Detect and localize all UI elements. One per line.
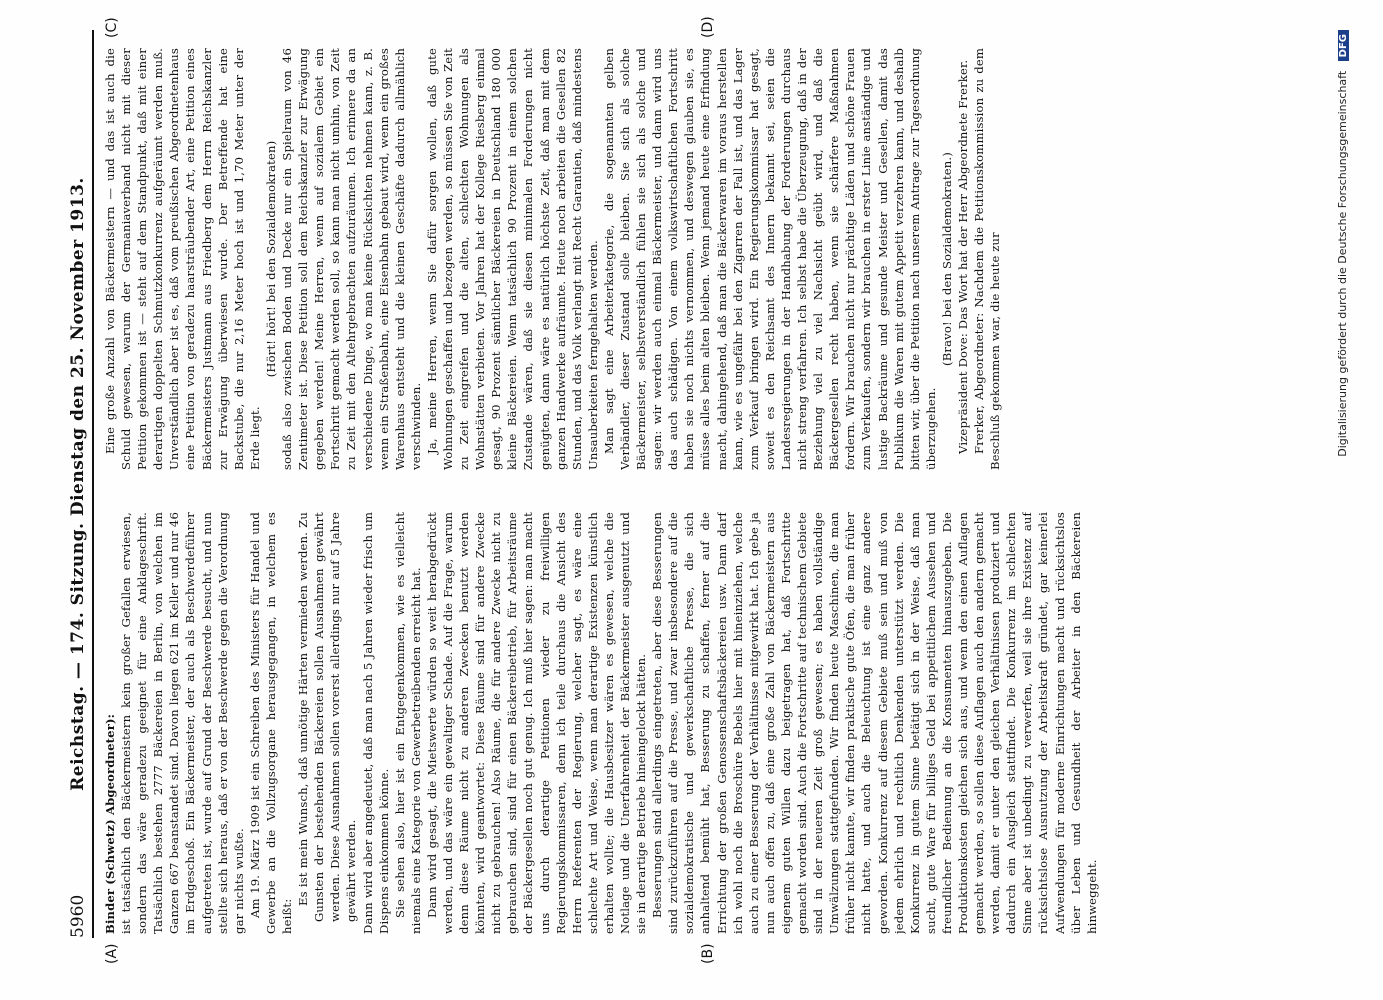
margin-marker-b: (B) xyxy=(700,943,716,964)
margin-marker-a: (A) xyxy=(104,943,120,964)
paragraph: ist tatsächlich den Bäckermeistern kein großer Gefallen erwiesen, sondern das wäre geradezu geeignet für eine Anklageschrift. Tatsächlich bestehen 2777 Bäckereien in Berlin, von welchen im Ganzen 667 beanstandet sind. Davon liegen 621 im Keller und nur 46 im Erdgeschoß. Ein Bäckermeister, der auch als Beschwerdeführer aufgetreten ist, wurde auf Grund der Beschwerde besucht, und nun stellte sich heraus, daß er von der Beschwerde gegen die Verordnung gar nichts wußte. xyxy=(119,512,246,934)
paragraph: Sie sehen also, hier ist ein Entgegenkommen, wie es vielleicht niemals eine Kategorie von Gewerbetreibenden erreicht hat. xyxy=(392,512,423,934)
left-column xyxy=(102,512,1302,934)
speaker-paragraph: Vizepräsident Dove: Das Wort hat der Herr Abgeordnete Frerker. xyxy=(955,59,970,454)
interjection: (Hört! hört! bei den Sozialdemokraten) xyxy=(263,140,278,378)
margin-marker-c: (C) xyxy=(104,17,120,38)
digitization-text: Digitalisierung gefördert durch die Deutsche Forschungsgemeinschaft xyxy=(1336,70,1349,457)
quoted-paragraph: Es ist mein Wunsch, daß unnötige Härten vermieden werden. Zu Gunsten der bestehenden Bäckereien sollen Ausnahmen gewährt werden. Diese Ausnahmen sollen vorerst allerdings nur auf 5 Jahre gewährt werden. xyxy=(296,512,359,922)
paragraph: sodaß also zwischen Boden und Decke nur ein Spielraum von 46 Zentimeter ist. Diese Petition soll dem Reichskanzler zur Erwägung gegeben werden! Meine Herren, wenn auf sozialem Gebiet ein Fortschritt gemacht werden soll, so kann man nicht umhin, von Zeit zu Zeit mit den Altehrgebrachten aufzuräumen. Ich erinnere da an verschiedene Dinge, wo man keine Rücksichten nehmen kann, z. B. wenn ein Straßenbahn, eine Eisenbahn gebaut wird, wenn ein großes Warenhaus entsteht und die kleinen Geschäfte dadurch allmählich verschwinden. xyxy=(280,48,423,470)
paragraph: Dann wird gesagt, die Mietswerte würden so weit herabgedrückt werden, und das wäre ein gewaltiger Schade. Auf die Frage, warum denn diese Räume nicht zu anderen Zwecken benutzt werden könnten, wird geantwortet: Diese Räume sind für andere Zwecke nicht zu gebrauchen! Also Räume, die für andere Zwecke nicht zu gebrauchen sind, sind für einen Bäckereibetrieb, für Arbeitsräume der Bäckergesellen noch gut genug. Ich muß hier sagen: man macht uns durch derartige Petitionen wieder zu freiwilligen Regierungskommissaren, denn ich teile durchaus die Ansicht des Herrn Referenten der Regierung, welcher sagt, es wäre eine schlechte Art und Weise, wenn man derartige Existenzen künstlich erhalten wollte; die Hausbesitzer wären es gewesen, welche die Notlage und die Unerfahrenheit der Bäckermeister ausgenutzt und sie in derartige Betriebe hineingelockt hätten. xyxy=(424,512,649,934)
speaker-paragraph: Frerker, Abgeordneter: Nachdem die Petitionskommission zu dem Beschluß gekommen war, die heute zur xyxy=(972,48,1003,470)
page-header xyxy=(52,30,94,938)
dfg-logo: DFG xyxy=(1338,30,1349,61)
paragraph: Besserungen sind allerdings eingetreten, aber diese Besserungen sind zurückzuführen auf die Presse, und zwar insbesondere auf die sozialdemokratische und gewerkschaftliche Presse, die sich anhaltend bemüht hat, Besserung zu schaffen, ferner auf die Errichtung der großen Genossenschaftsbäckereien usw. Dann darf ich wohl noch die Broschüre Bebels hier mit hineinziehen, welche auch zu einer Besserung der Verhältnisse mitgewirkt hat. Ich gebe ja nun auch offen zu, daß eine große Zahl von Bäckermeistern aus eigenem guten Willen dazu beigetragen hat, daß Fortschritte gemacht worden sind. Auch die Fortschritte auf technischem Gebiete sind in der neueren Zeit groß gewesen; es haben vollständige Umwälzungen stattgefunden. Wir finden heute Maschinen, die man früher nicht kannte, wir finden praktische gute Öfen, die man früher nicht hatte, und auch die Beleuchtung ist eine ganz andere geworden. Konkurrenz auf diesem Gebiete muß sein und muß von jedem ehrlich und rechtlich Denkenden unterstützt werden. Die Konkurrenz in gutem Sinne betätigt sich in der Weise, daß man sucht, gute Ware für billiges Geld bei appetitlichem Aussehen und freundlicher Bedienung an die Konsumenten hinauszugeben. Die Produktionskosten gleichen sich aus, und wenn den einen Auflagen gemacht werden, so sollen diese Auflagen auch den andern gemacht werden, damit er unter den gleichen Verhältnissen produziert und dadurch ein Ausgleich stattfindet. Die Konkurrenz im schlechten Sinne aber ist unbedingt zu verwerfen, weil sie ihre Existenz auf rücksichtslose Ausnutzung der Arbeitskraft gründet, gar keinerlei Aufwendungen für moderne Einrichtungen macht und rücksichtslos über Leben und Gesundheit der Arbeiter in den Bäckereien hinweggeht. xyxy=(650,512,1099,934)
margin-marker-d: (D) xyxy=(700,16,716,38)
paragraph: Man sagt eine Arbeiterkategorie, die sogenannten gelben Verbändler, dieser Zustand solle bleiben. Sie sich als solche Bäckermeister, selbstverständlich fühlen sie sich als solche und sagen: wir werden auch einmal Bäckermeister, und dann wird uns das auch schädigen. Von einem volkswirtschaftlichen Fortschritt haben sie noch nichts vernommen, und deswegen glauben sie, es müsse alles beim alten bleiben. Wenn jemand heute eine Erfindung macht, dahingehend, daß man die Bäckerwaren im voraus herstellen kann, wie es ungefähr bei den Zigarren der Fall ist, und das Lager zum Verkauf bringen wird. Ein Regierungskommissar hat gesagt, soweit es den Reichsamt des Innern bekannt sei, seien die Landesregierungen in der Handhabung der Forderungen durchaus nicht streng verfahren. Ich selbst habe die Überzeugung, daß in der Beziehung viel zu viel Nachsicht geübt wird, und daß die Bäckergesellen recht haben, wenn sie schärfere Maßnahmen fordern. Wir brauchen nicht nur prächtige Läden und schöne Frauen zum Verkaufen, sondern wir brauchen in erster Linie anständige und lustige Backräume und gesunde Meister und Gesellen, damit das Publikum die Waren mit gutem Appetit verzehren kann, und deshalb bitten wir, über die Petition nach unserem Antrage zur Tagesordnung überzugehen. xyxy=(601,48,938,470)
paragraph: Ja, meine Herren, wenn Sie dafür sorgen wollen, daß gute Wohnungen geschaffen und bezogen werden, so müssen Sie von Zeit zu Zeit eingreifen und die alten, schlechten Wohnungen als Wohnstätten verbieten. Vor Jahren hat der Kollege Riesberg einmal gesagt, 90 Prozent sämtlicher Bäckereien in Deutschland 180 000 kleine Bäckereien. Wenn tatsächlich 90 Prozent in einem solchen Zustande wären, daß sie diesen minimalen Forderungen nicht genügten, dann wäre es natürlich höchste Zeit, daß man mit dem ganzen Handwerke aufräumte. Heute noch arbeiten die Gesellen 82 Stunden, und das Volk verlangt mit Recht Garantien, daß mindestens Unsauberkeiten ferngehalten werden. xyxy=(424,48,600,470)
paragraph: Eine große Anzahl von Bäckermeistern — und das ist auch die Schuld gewesen, warum der Germaniaverband nicht mit dieser Petition gekommen ist — steht auf dem Standpunkt, daß mit einer derartigen doppelten Schmutzkonkurrenz aufgeräumt werden muß. Unverständlich aber ist es, daß vom preußischen Abgeordnetenhaus eine Petition von geradezu haarsträubender Art, eine Petition eines Bäckermeisters Justmann aus Friedberg dem Herrn Reichskanzler zur Erwägung überwiesen wurde. Der Betreffende hat eine Backstube, die nur 2,16 Meter hoch ist und 1,70 Meter unter der Erde liegt. xyxy=(103,48,262,470)
digitization-note xyxy=(1336,30,1349,970)
page-number: 5960 xyxy=(68,894,88,938)
page-title: Reichstag. — 174. Sitzung. Dienstag den 25. November 1913. xyxy=(68,177,88,791)
speaker-line: Binder (Schwetz) Abgeordneter): xyxy=(103,713,117,934)
interjection: (Bravo! bei den Sozialdemokraten.) xyxy=(939,152,954,366)
paragraph: Am 19. März 1909 ist ein Schreiben des Ministers für Handel und Gewerbe an die Vollzugsorgane herausgegangen, in welchem es heißt: xyxy=(247,512,295,934)
paragraph: Dann wird aber angedeutet, daß man nach 5 Jahren wieder frisch um Dispens einkommen könne. xyxy=(360,512,391,934)
right-column xyxy=(102,48,1302,470)
